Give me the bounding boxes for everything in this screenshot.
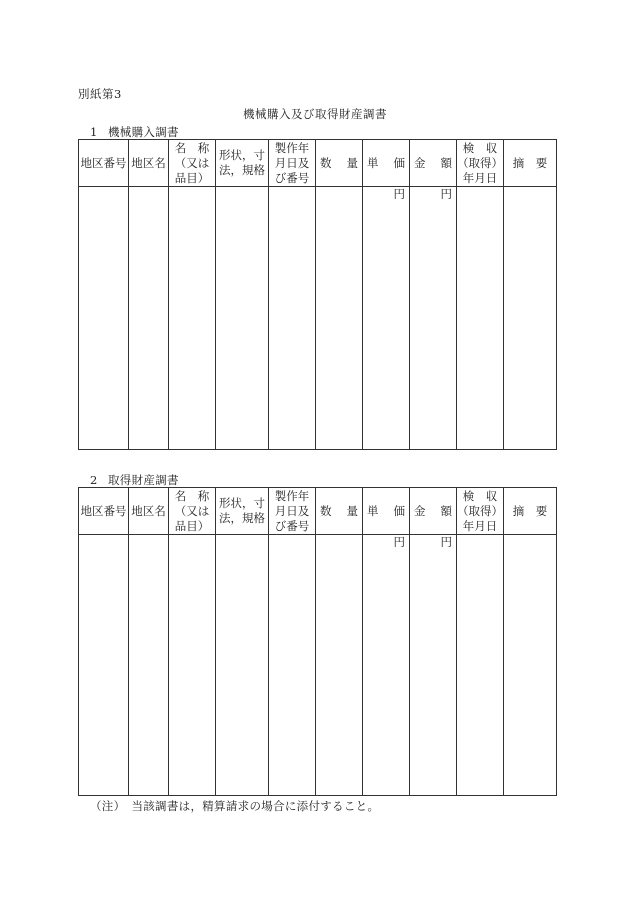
cell-quantity[interactable] <box>316 535 363 796</box>
cell-item-name[interactable] <box>169 535 216 796</box>
cell-manufacture-date[interactable] <box>269 187 316 450</box>
col-area-name: 地区名 <box>129 488 169 535</box>
section-2-title <box>90 472 179 488</box>
col-quantity: 数 量 <box>316 140 363 187</box>
cell-shape-spec[interactable] <box>216 187 269 450</box>
cell-unit-price[interactable] <box>363 187 410 450</box>
col-amount: 金 額 <box>410 140 457 187</box>
col-inspection-date: 検 収 （取得） 年月日 <box>457 488 503 533</box>
col-area-name: 地区名 <box>129 140 169 187</box>
col-inspection-date: 検 収 （取得） 年月日 <box>457 140 503 185</box>
yen-unit: 円 <box>393 535 405 549</box>
cell-remarks[interactable] <box>504 535 557 796</box>
cell-area-number[interactable] <box>79 187 129 450</box>
col-quantity: 数 量 <box>316 488 363 535</box>
section-2-label: 取得財産調書 <box>108 473 179 487</box>
col-item-name: 名 称 （又は 品目） <box>169 140 216 187</box>
col-unit-price: 単 価 <box>363 488 410 535</box>
col-shape-spec: 形状，寸 法，規格 <box>216 140 269 187</box>
cell-amount[interactable] <box>410 535 457 796</box>
machine-purchase-table <box>78 139 557 450</box>
cell-quantity[interactable] <box>316 187 363 450</box>
col-shape-spec: 形状，寸 法，規格 <box>216 488 269 535</box>
col-area-number: 地区番号 <box>79 140 129 187</box>
table-body-row <box>79 535 557 796</box>
cell-inspection-date[interactable] <box>457 535 504 796</box>
cell-manufacture-date[interactable] <box>269 535 316 796</box>
footnote: （注） 当該調書は，精算請求の場合に添付すること。 <box>90 799 380 813</box>
document-title: 機械購入及び取得財産調書 <box>243 107 387 121</box>
col-amount: 金 額 <box>410 488 457 535</box>
cell-area-name[interactable] <box>129 187 169 450</box>
cell-remarks[interactable] <box>504 187 557 450</box>
yen-unit: 円 <box>440 535 452 549</box>
yen-unit: 円 <box>440 187 452 201</box>
cell-area-name[interactable] <box>129 535 169 796</box>
cell-inspection-date[interactable] <box>457 187 504 450</box>
table-header-row <box>79 140 557 187</box>
col-area-number: 地区番号 <box>79 488 129 535</box>
cell-unit-price[interactable] <box>363 535 410 796</box>
document-label: 別紙第3 <box>78 87 122 101</box>
section-1-number: 1 <box>90 125 98 139</box>
yen-unit: 円 <box>393 187 405 201</box>
cell-item-name[interactable] <box>169 187 216 450</box>
section-1-title <box>90 124 179 140</box>
col-manufacture-date: 製作年 月日及 び番号 <box>269 488 316 535</box>
table-body-row <box>79 187 557 450</box>
col-remarks: 摘 要 <box>504 488 557 535</box>
col-remarks: 摘 要 <box>504 140 557 187</box>
col-item-name: 名 称 （又は 品目） <box>169 488 216 535</box>
cell-area-number[interactable] <box>79 535 129 796</box>
table-header-row <box>79 488 557 535</box>
section-1-label: 機械購入調書 <box>108 125 179 139</box>
acquired-property-table <box>78 487 557 796</box>
col-manufacture-date: 製作年 月日及 び番号 <box>269 140 316 187</box>
cell-amount[interactable] <box>410 187 457 450</box>
cell-shape-spec[interactable] <box>216 535 269 796</box>
col-unit-price: 単 価 <box>363 140 410 187</box>
section-2-number: 2 <box>90 473 98 487</box>
